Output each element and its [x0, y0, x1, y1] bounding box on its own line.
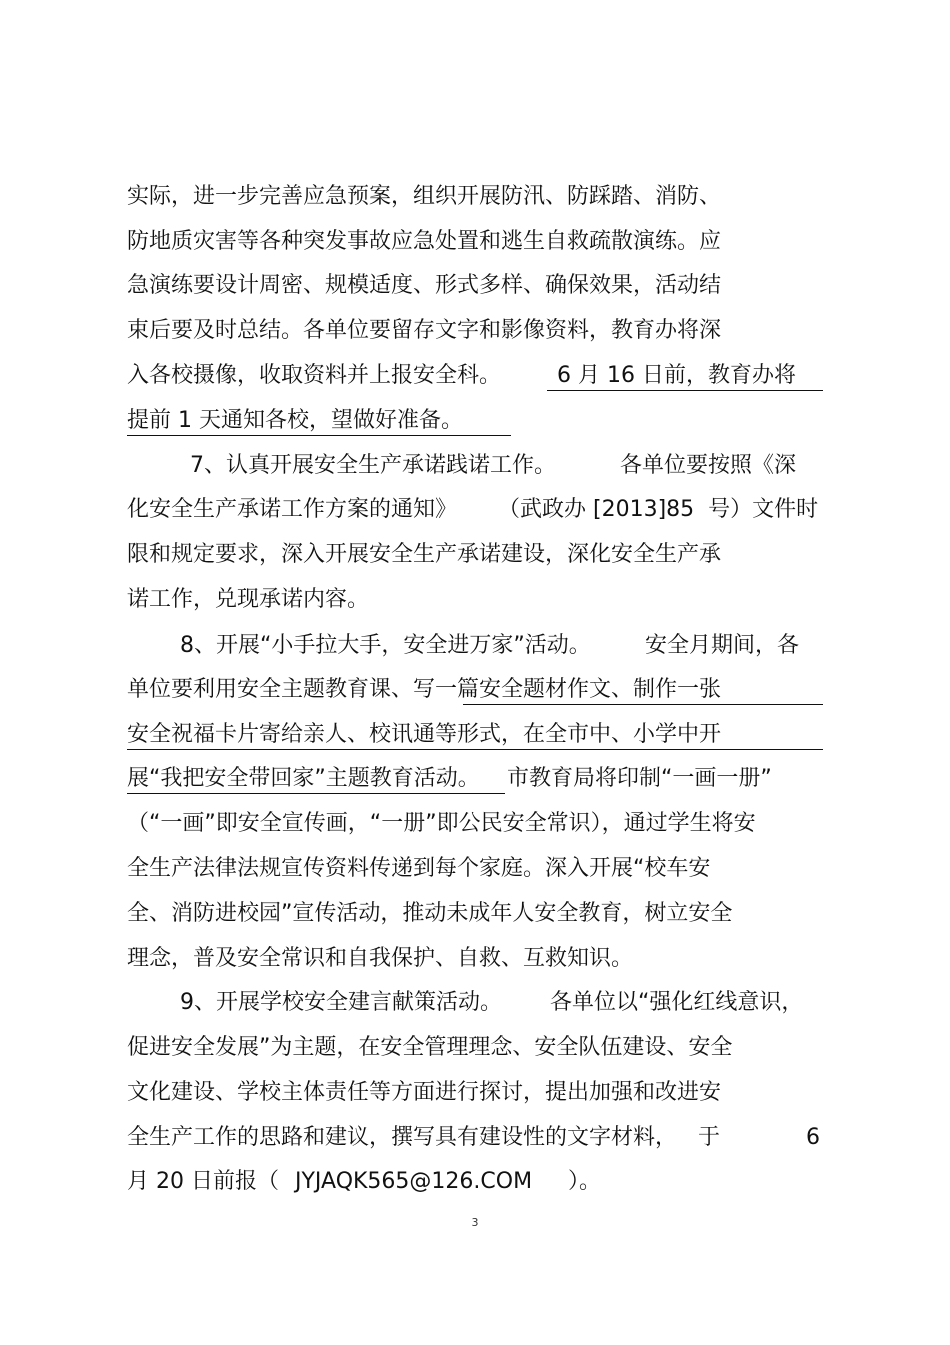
paragraph-line: 市教育局将印制“一画一册”	[507, 766, 772, 791]
underlined-text: 6 月 16 日前，教育办将	[557, 363, 796, 388]
paragraph-line: 入各校摄像，收取资料并上报安全科。	[127, 363, 502, 388]
paragraph-line: 全生产工作的思路和建议，撰写具有建设性的文字材料，	[127, 1125, 678, 1150]
paragraph-line: 化安全生产承诺工作方案的通知》	[127, 497, 458, 522]
paragraph-line: 全生产法律法规宣传资料传递到每个家庭。深入开展“校车安	[127, 856, 711, 881]
paragraph-line: 6	[806, 1125, 820, 1150]
paragraph-line: 单位要利用安全主题教育课、写一篇安全题材作文、制作一张	[127, 677, 722, 702]
section-heading: 8、开展“小手拉大手，安全进万家”活动。	[180, 633, 591, 658]
underlined-text: 安全祝福卡片寄给亲人、校讯通等形式，在全市中、小学中开	[127, 722, 722, 747]
section-heading: 7、认真开展安全生产承诺践诺工作。	[190, 453, 556, 478]
underline-rule	[127, 749, 823, 750]
section-heading: 9、开展学校安全建言献策活动。	[180, 990, 502, 1015]
paragraph-line: 防地质灾害等各种突发事故应急处置和逃生自救疏散演练。应	[127, 229, 722, 254]
paragraph-line: 急演练要设计周密、规模适度、形式多样、确保效果，活动结	[127, 273, 722, 298]
paragraph-line: ）。	[568, 1169, 602, 1194]
paragraph-line: 各单位要按照《深	[620, 453, 797, 478]
underline-rule	[127, 435, 511, 436]
paragraph-line: 实际，进一步完善应急预案，组织开展防汛、防踩踏、消防、	[127, 184, 722, 209]
email-address: JYJAQK565@126.COM	[295, 1169, 533, 1194]
paragraph-line: 全、消防进校园”宣传活动，推动未成年人安全教育，树立安全	[127, 901, 733, 926]
underline-rule	[127, 793, 505, 794]
paragraph-line: 于	[698, 1125, 721, 1150]
page-number: 3	[471, 1216, 479, 1229]
paragraph-line: 促进安全发展”为主题，在安全管理理念、安全队伍建设、安全	[127, 1035, 733, 1060]
underlined-text: 展“我把安全带回家”主题教育活动。	[127, 766, 480, 791]
paragraph-line: （武政办 [2013]85 号）文件时	[498, 497, 819, 522]
paragraph-line: 束后要及时总结。各单位要留存文字和影像资料，教育办将深	[127, 318, 722, 343]
paragraph-line: （“一画”即安全宣传画，“一册”即公民安全常识），通过学生将安	[127, 811, 756, 836]
paragraph-line: 各单位以“强化红线意识，	[550, 990, 804, 1015]
paragraph-line: 月 20 日前报（	[127, 1169, 279, 1194]
paragraph-line: 文化建设、学校主体责任等方面进行探讨，提出加强和改进安	[127, 1080, 722, 1105]
paragraph-line: 限和规定要求，深入开展安全生产承诺建设，深化安全生产承	[127, 542, 722, 567]
paragraph-line: 诺工作，兑现承诺内容。	[127, 587, 370, 612]
paragraph-line: 理念，普及安全常识和自我保护、自救、互救知识。	[127, 946, 634, 971]
underline-rule	[547, 390, 823, 391]
underlined-text: 提前 1 天通知各校，望做好准备。	[127, 408, 463, 433]
paragraph-line: 安全月期间，各	[645, 633, 800, 658]
underline-rule	[463, 704, 823, 705]
